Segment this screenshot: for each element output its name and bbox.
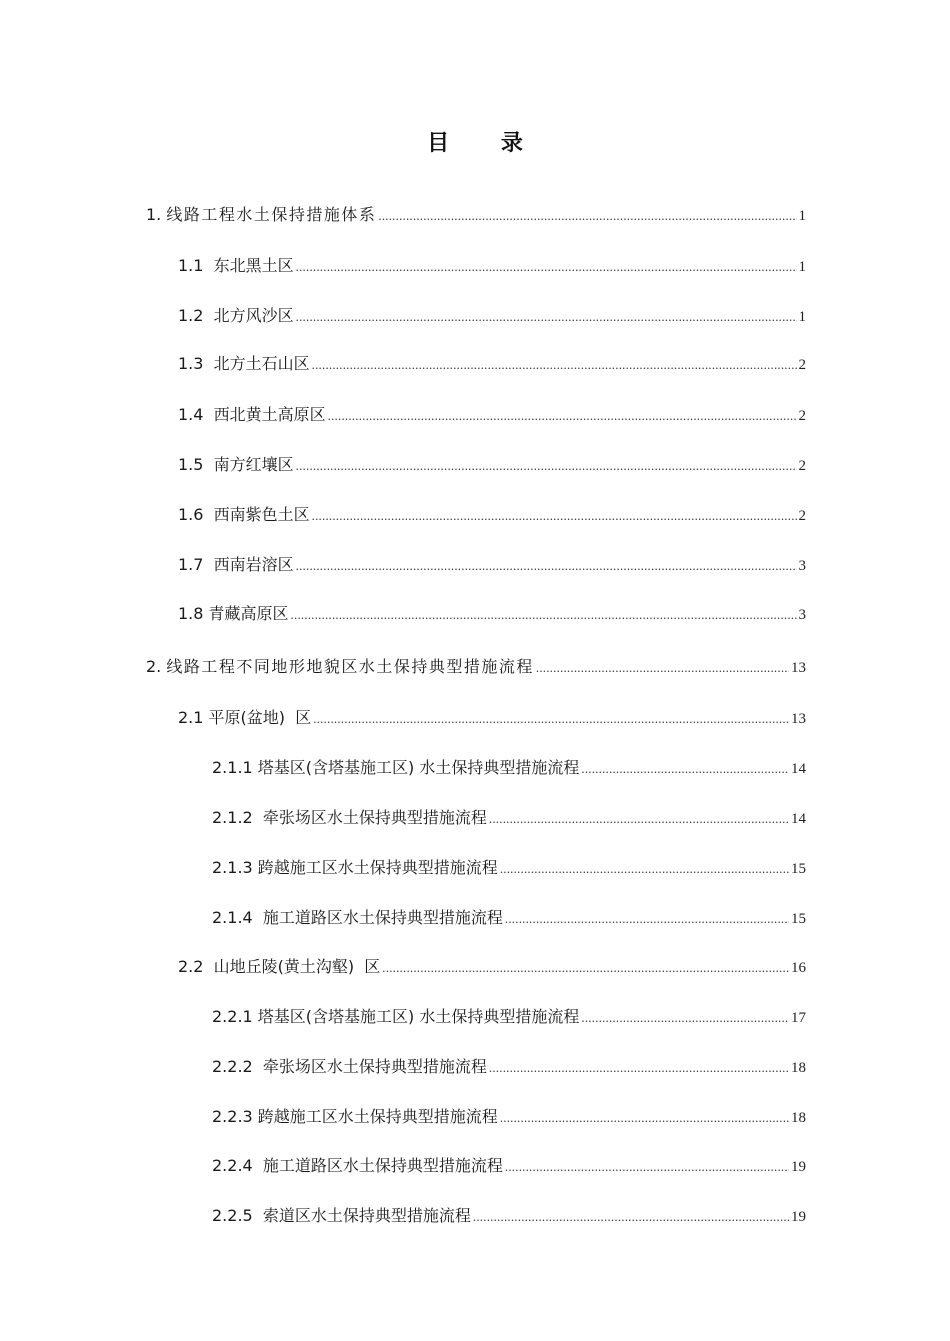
- toc-entry[interactable]: [212, 1055, 806, 1079]
- toc-entry-label: 西南岩溶区: [213, 555, 294, 574]
- toc-entry-page: 16: [791, 960, 806, 976]
- toc-entry-label: 西北黄土高原区: [213, 405, 326, 424]
- toc-entry-label: 山地丘陵(黄土沟壑) 区: [213, 957, 381, 976]
- toc-entry[interactable]: [212, 1154, 806, 1178]
- dot-leader: [312, 504, 797, 528]
- toc-entry-page: 14: [791, 761, 806, 777]
- toc-entry[interactable]: [178, 706, 806, 730]
- toc-entry-number: 1.: [146, 205, 167, 224]
- toc-entry-number: 2.1.1: [212, 758, 258, 777]
- dot-leader: [536, 656, 789, 680]
- toc-entry-number: 2.2.4: [212, 1156, 263, 1175]
- toc-entry-number: 1.8: [178, 604, 209, 623]
- toc-entry-number: 2.2.2: [212, 1057, 263, 1076]
- toc-entry-number: 2.2.1: [212, 1007, 258, 1026]
- toc-entry-label: 施工道路区水土保持典型措施流程: [262, 1156, 503, 1175]
- toc-entry[interactable]: [178, 553, 806, 577]
- toc-entry-page: 14: [791, 811, 806, 827]
- toc-entry-page: 18: [791, 1110, 806, 1126]
- toc-entry-label: 牵张场区水土保持典型措施流程: [262, 1057, 487, 1076]
- toc-entry-label: 线路工程不同地形地貌区水土保持典型措施流程: [166, 657, 534, 676]
- toc-entry[interactable]: [178, 503, 806, 527]
- toc-entry[interactable]: [178, 955, 806, 979]
- toc-entry[interactable]: [212, 1005, 806, 1029]
- toc-entry-label: 施工道路区水土保持典型措施流程: [262, 908, 503, 927]
- dot-leader: [500, 1106, 789, 1130]
- toc-entry-number: 2.1: [178, 708, 209, 727]
- toc-entry-number: 1.6: [178, 505, 214, 524]
- toc-entry-label: 北方土石山区: [213, 354, 310, 373]
- toc-title: 目 录: [427, 131, 545, 156]
- toc-entry[interactable]: [178, 254, 806, 278]
- dot-leader: [291, 603, 797, 627]
- dot-leader: [296, 554, 797, 578]
- toc-entry-page: 13: [791, 660, 806, 676]
- toc-entry-label: 跨越施工区水土保持典型措施流程: [257, 858, 498, 877]
- dot-leader: [500, 857, 789, 881]
- toc-entry[interactable]: [212, 856, 806, 880]
- toc-entry-label: 索道区水土保持典型措施流程: [262, 1206, 471, 1225]
- toc-entry-page: 2: [798, 458, 806, 474]
- toc-entry[interactable]: [178, 403, 806, 427]
- dot-leader: [473, 1205, 789, 1229]
- toc-entry-number: 1.4: [178, 405, 214, 424]
- toc-entry-number: 1.5: [178, 455, 214, 474]
- toc-entry-page: 2: [798, 408, 806, 424]
- toc-entry-page: 3: [798, 558, 806, 574]
- dot-leader: [328, 404, 797, 428]
- toc-entry-label: 跨越施工区水土保持典型措施流程: [257, 1107, 498, 1126]
- toc-entry-page: 1: [798, 208, 806, 224]
- toc-entry-page: 1: [798, 259, 806, 275]
- toc-entry[interactable]: [212, 806, 806, 830]
- toc-entry-label: 塔基区(含塔基施工区) 水土保持典型措施流程: [257, 1007, 580, 1026]
- dot-leader: [489, 1056, 789, 1080]
- dot-leader: [489, 807, 789, 831]
- toc-entry-page: 18: [791, 1060, 806, 1076]
- toc-entry-label: 青藏高原区: [208, 604, 289, 623]
- dot-leader: [378, 204, 796, 228]
- toc-entry-number: 2.1.4: [212, 908, 263, 927]
- toc-entry[interactable]: [146, 655, 806, 679]
- toc-entry-page: 3: [798, 607, 806, 623]
- toc-entry-page: 19: [791, 1209, 806, 1225]
- toc-entry[interactable]: [212, 1105, 806, 1129]
- toc-entry-page: 2: [798, 357, 806, 373]
- toc-entry-label: 南方红壤区: [213, 455, 294, 474]
- toc-entry-label: 塔基区(含塔基施工区) 水土保持典型措施流程: [257, 758, 580, 777]
- toc-entry-number: 1.2: [178, 306, 214, 325]
- dot-leader: [505, 1155, 789, 1179]
- toc-entry-number: 1.7: [178, 555, 214, 574]
- toc-entry-page: 1: [798, 309, 806, 325]
- toc-entry-label: 平原(盆地) 区: [208, 708, 312, 727]
- dot-leader: [505, 907, 789, 931]
- toc-entry-label: 西南紫色土区: [213, 505, 310, 524]
- toc-entry-number: 2.1.3: [212, 858, 258, 877]
- dot-leader: [313, 707, 789, 731]
- toc-entry-number: 2.2: [178, 957, 214, 976]
- dot-leader: [581, 1006, 789, 1030]
- dot-leader: [581, 757, 789, 781]
- toc-entry[interactable]: [178, 602, 806, 626]
- toc-entry-number: 2.2.5: [212, 1206, 263, 1225]
- dot-leader: [296, 454, 797, 478]
- toc-entry[interactable]: [178, 352, 806, 376]
- toc-entry-page: 2: [798, 508, 806, 524]
- toc-entry-page: 17: [791, 1010, 806, 1026]
- toc-entry[interactable]: [212, 1204, 806, 1228]
- toc-entry-page: 13: [791, 711, 806, 727]
- toc-entry-number: 2.2.3: [212, 1107, 258, 1126]
- toc-entry-label: 北方风沙区: [213, 306, 294, 325]
- dot-leader: [296, 305, 797, 329]
- toc-entry[interactable]: [178, 453, 806, 477]
- toc-entry-number: 1.3: [178, 354, 214, 373]
- toc-entry-label: 线路工程水土保持措施体系: [166, 205, 377, 224]
- dot-leader: [312, 353, 797, 377]
- toc-entry-page: 15: [791, 911, 806, 927]
- toc-entry[interactable]: [178, 304, 806, 328]
- dot-leader: [382, 956, 789, 980]
- toc-entry-label: 牵张场区水土保持典型措施流程: [262, 808, 487, 827]
- toc-entry[interactable]: [212, 756, 806, 780]
- toc-entry-label: 东北黑土区: [213, 256, 294, 275]
- toc-entry[interactable]: [146, 203, 806, 227]
- toc-entry-page: 19: [791, 1159, 806, 1175]
- toc-entry[interactable]: [212, 906, 806, 930]
- toc-entry-number: 1.1: [178, 256, 214, 275]
- toc-entry-number: 2.1.2: [212, 808, 263, 827]
- toc-entry-page: 15: [791, 861, 806, 877]
- toc-entry-number: 2.: [146, 657, 167, 676]
- dot-leader: [296, 255, 797, 279]
